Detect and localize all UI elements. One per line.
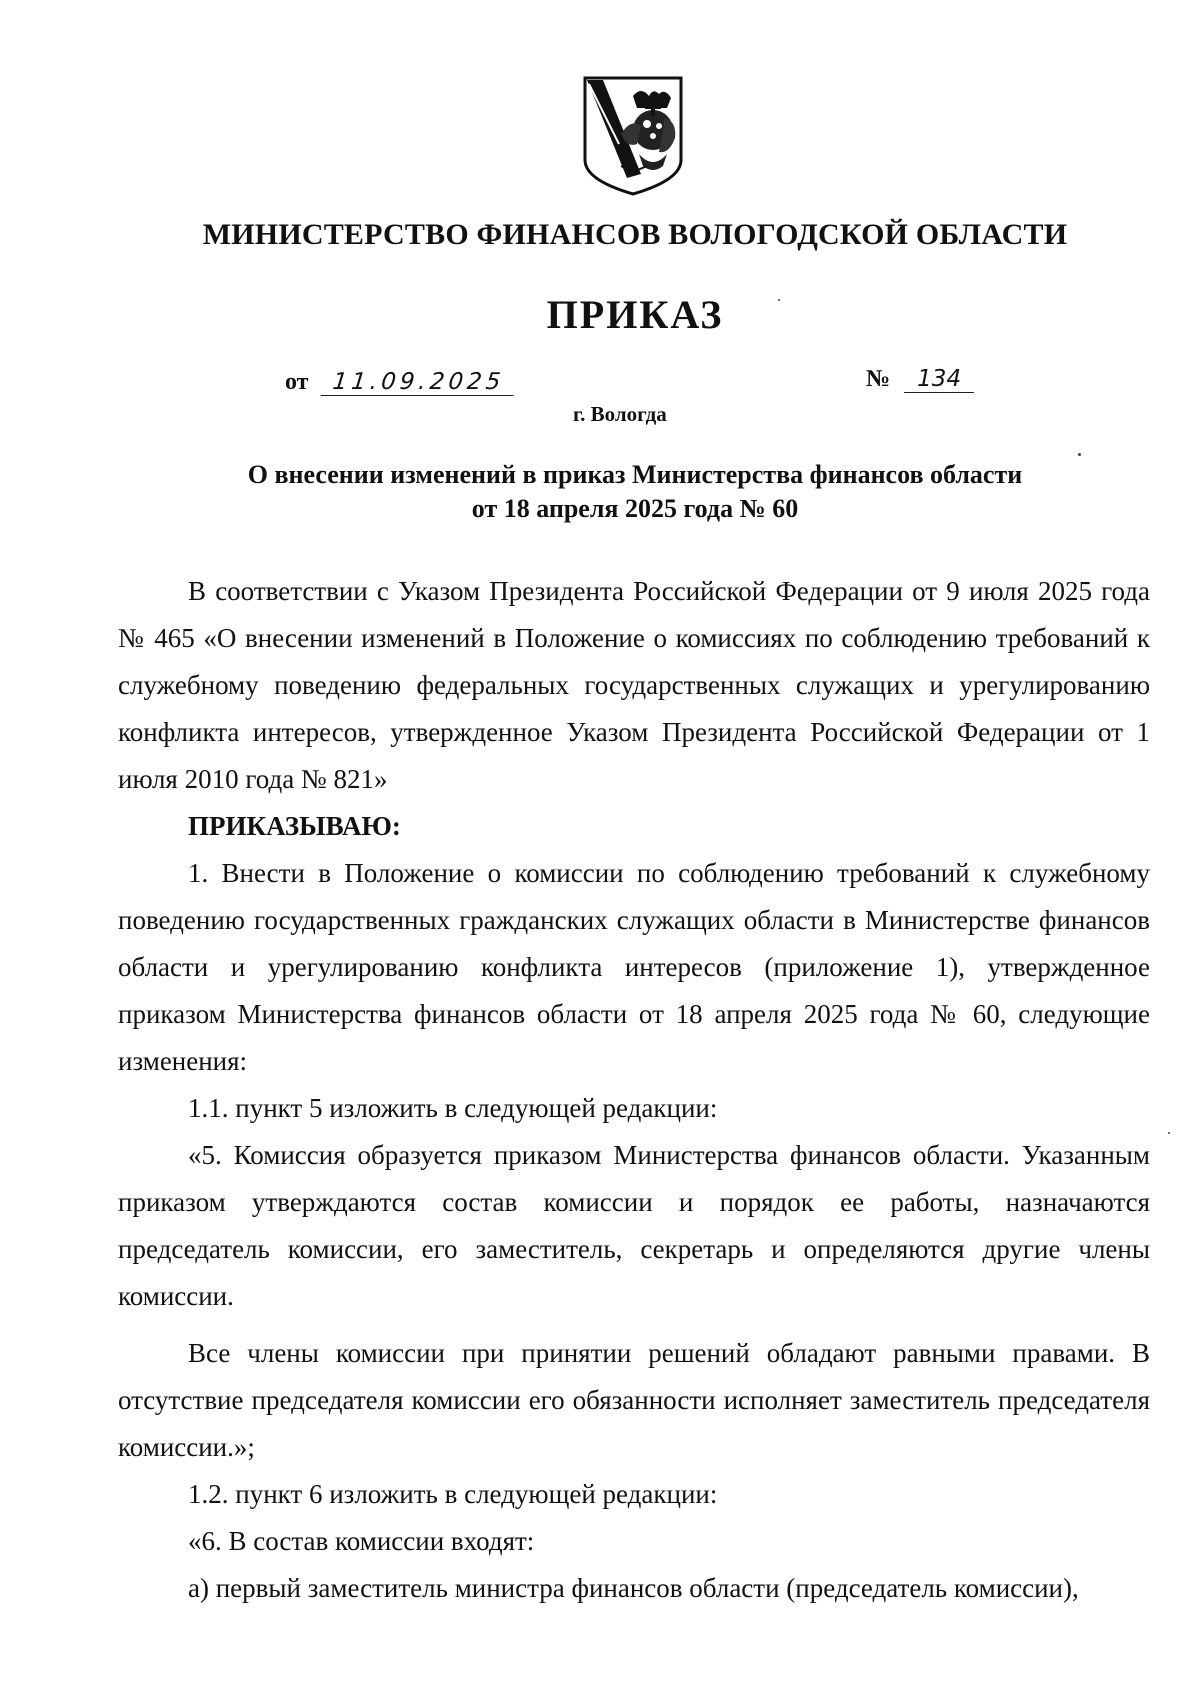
number-label: № [866,366,891,392]
ministry-title: МИНИСТЕРСТВО ФИНАНСОВ ВОЛОГОДСКОЙ ОБЛАСТИ [202,218,1068,251]
item-5-paragraph-2: Все члены комиссии при принятии решений обладают равными правами. В отсутствие председателя комиссии его обязанности исполняет заместитель председателя комиссии.»; [118,1338,1150,1462]
item-1-paragraph: 1. Внести в Положение о комиссии по соблюдению требований к служебному поведению государственных гражданских служащих области в Министерстве финансов области и урегулированию конфликта интересов (приложение 1), утвержденное приказом Министерства финансов области от 18 апреля 2025 года № 60, следующие изменения: [118,858,1150,1076]
city: г. Вологда [573,402,667,426]
item-6-paragraph: «6. В состав комиссии входят: [188,1526,535,1556]
subject-line-1: О внесении изменений в приказ Министерства финансов области [247,460,1023,489]
date-value: 11.09.2025 [321,369,517,396]
number-value: 134 [904,366,974,393]
number-field [866,366,974,393]
document-subject [150,458,1120,526]
subject-line-2: от 18 апреля 2025 года № 60 [471,494,799,523]
date-field [285,369,515,396]
item-1-2-paragraph: 1.2. пункт 6 изложить в следующей редакции: [188,1479,718,1509]
coat-of-arms-icon [581,74,685,198]
document-type: ПРИКАЗ [546,292,724,337]
item-6-a-paragraph: а) первый заместитель министра финансов области (председатель комиссии), [188,1573,1079,1603]
document-body [118,568,1150,1612]
date-label: от [285,369,309,395]
item-5-paragraph: «5. Комиссия образуется приказом Министерства финансов области. Указанным приказом утверждаются состав комиссии и порядок ее работы, назначаются председатель комиссии, его заместитель, секретарь и определяются другие члены комиссии. [118,1140,1150,1311]
order-heading: ПРИКАЗЫВАЮ: [188,811,401,841]
preamble-paragraph: В соответствии с Указом Президента Российской Федерации от 9 июля 2025 года № 465 «О внесении изменений в Положение о комиссиях по соблюдению требований к служебному поведению федеральных государственных служащих и урегулированию конфликта интересов, утвержденное Указом Президента Российской Федерации от 1 июля 2010 года № 821» [118,576,1150,794]
item-1-1-paragraph: 1.1. пункт 5 изложить в следующей редакции: [188,1093,718,1123]
